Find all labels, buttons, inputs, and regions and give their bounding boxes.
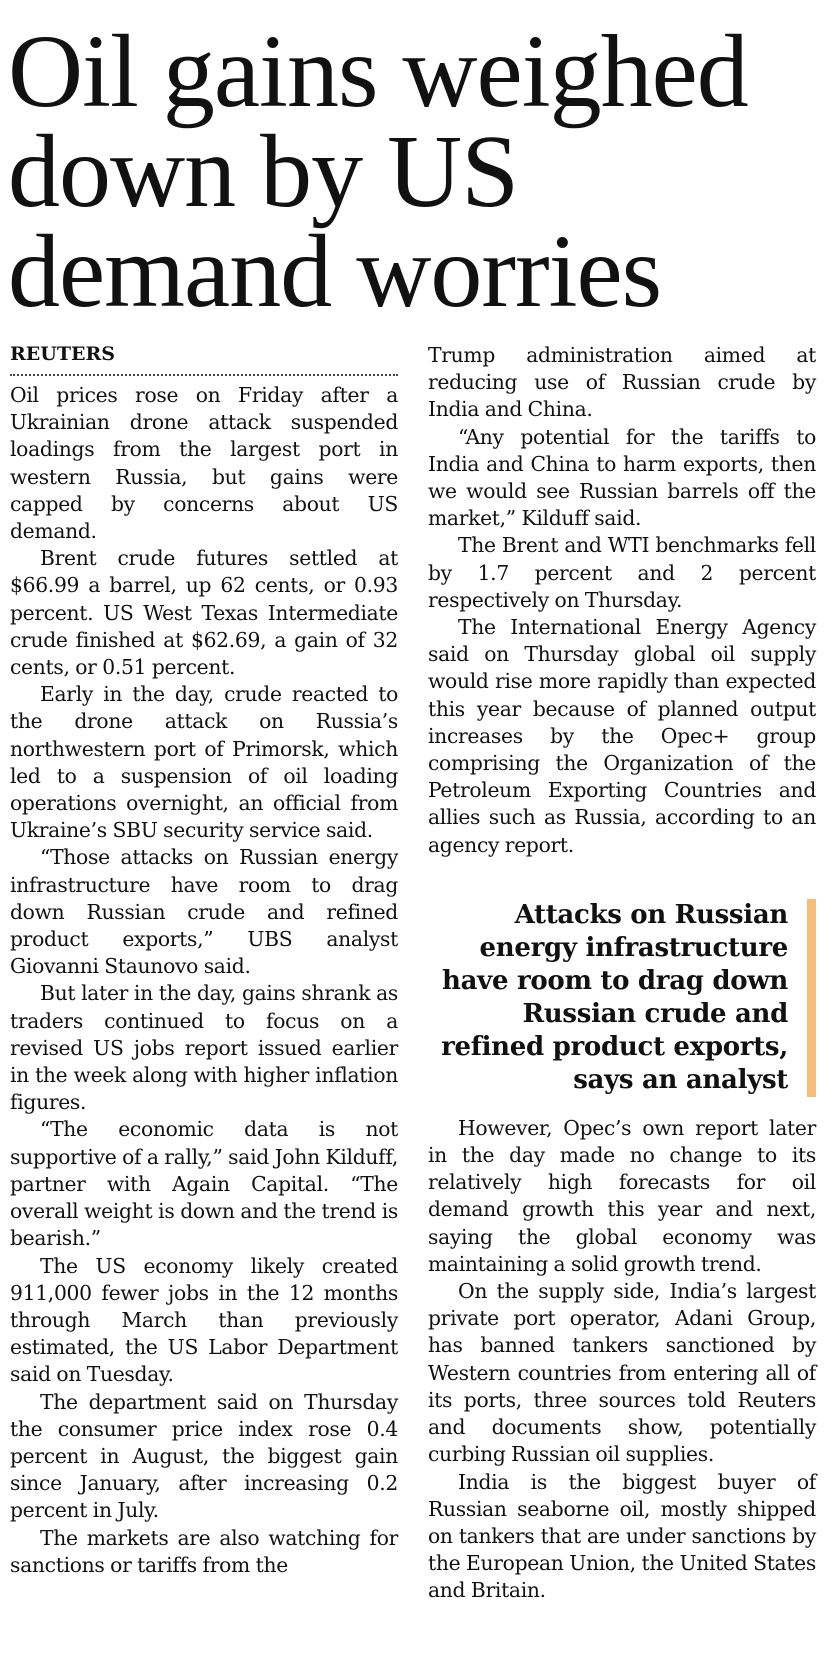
paragraph: The International Energy Agency said on Thursday global oil supply would rise more rapidly than expected this year because of planned output increases by the Opec+ group comprising the Organization of the Petroleum Exporting Countries and allies such as Russia, according to an agency report. <box>428 615 816 857</box>
paragraph: Trump administration aimed at reducing use of Russian crude by India and China. <box>428 343 816 422</box>
paragraph: India is the biggest buyer of Russian seaborne oil, mostly shipped on tankers that are under sanctions by the European Union, the United States and Britain. <box>428 1469 816 1603</box>
paragraph: However, Opec’s own report later in the day made no change to its relatively high forecasts for oil demand growth this year and next, saying the global economy was maintaining a solid growth trend. <box>428 1115 816 1276</box>
article-column-right <box>428 342 816 1605</box>
paragraph: “The economic data is not supportive of a rally,” said John Kilduff, partner with Again Capital. “The overall weight is down and the trend is bearish.” <box>10 1117 399 1251</box>
paragraph: The Brent and WTI benchmarks fell by 1.7 percent and 2 percent respectively on Thursday. <box>428 533 816 612</box>
paragraph: The department said on Thursday the consumer price index rose 0.4 percent in August, the biggest gain since January, after increasing 0.2 percent in July. <box>10 1389 398 1523</box>
paragraph: Early in the day, crude reacted to the drone attack on Russia’s northwestern port of Primorsk, which led to a suspension of oil loading operations overnight, an official from Ukraine’s SBU security service said. <box>10 682 398 843</box>
paragraph: The US economy likely created 911,000 fewer jobs in the 12 months through March than previously estimated, the US Labor Department said on Tuesday. <box>10 1253 398 1387</box>
paragraph: On the supply side, India’s largest private port operator, Adani Group, has banned tankers sanctioned by Western countries from entering all of its ports, three sources told Reuters and documents show, potentially curbing Russian oil supplies. <box>428 1279 816 1467</box>
paragraph: Brent crude futures settled at $66.99 a barrel, up 62 cents, or 0.93 percent. US West Texas Intermediate crude finished at $62.69, a gain of 32 cents, or 0.51 percent. <box>10 546 398 680</box>
paragraph: But later in the day, gains shrank as traders continued to focus on a revised US jobs report issued earlier in the week along with higher inflation figures. <box>10 981 398 1115</box>
paragraph: Oil prices rose on Friday after a Ukrainian drone attack suspended loadings from the largest port in western Russia, but gains were capped by concerns about US demand. <box>10 383 398 544</box>
body-text-left <box>10 382 398 1579</box>
pull-quote-text: Attacks on Russian energy infrastructure have room to drag down Russian crude and refined product exports, says an analyst <box>441 899 788 1095</box>
article-column-left <box>10 342 398 1579</box>
paragraph: “Any potential for the tariffs to India and China to harm exports, then we would see Russian barrels off the market,” Kilduff said. <box>428 424 816 531</box>
paragraph: “Those attacks on Russian energy infrastructure have room to drag down Russian crude and refined product exports,” UBS analyst Giovanni Staunovo said. <box>10 845 398 979</box>
body-text-right-bottom <box>428 1115 816 1605</box>
body-text-right-top <box>428 342 816 859</box>
pull-quote-accent-bar <box>807 899 816 1097</box>
pull-quote <box>428 899 816 1097</box>
paragraph: The markets are also watching for sanctions or tariffs from the <box>10 1525 398 1577</box>
headline: Oil gains weighed down by US demand worries <box>8 14 748 329</box>
byline: REUTERS <box>10 342 398 376</box>
